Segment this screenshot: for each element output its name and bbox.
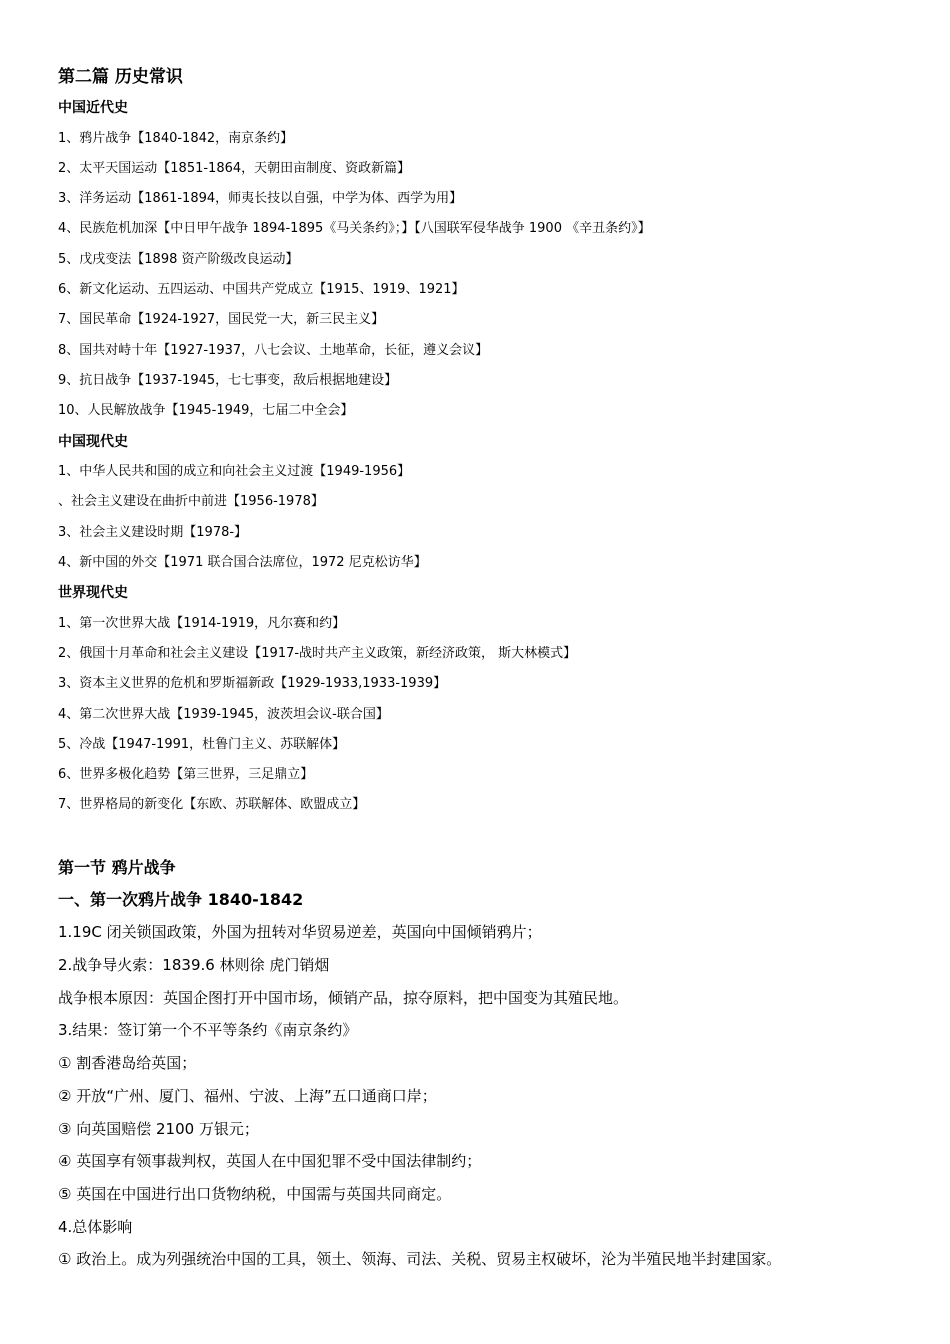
paragraph-line: ⑤ 英国在中国进行出口货物纳税，中国需与英国共同商定。: [58, 1185, 452, 1203]
list-item: 9、抗日战争【1937-1945，七七事变，敌后根据地建设】: [58, 373, 398, 388]
paragraph-line: 2.战争导火索：1839.6 林则徐 虎门销烟: [58, 956, 330, 974]
paragraph-line: 战争根本原因：英国企图打开中国市场，倾销产品，掠夺原料，把中国变为其殖民地。: [58, 989, 629, 1007]
section-title: 第一节 鸦片战争: [58, 858, 176, 877]
list-item: 4、新中国的外交【1971 联合国合法席位，1972 尼克松访华】: [58, 555, 427, 570]
list-item: 3、资本主义世界的危机和罗斯福新政【1929-1933,1933-1939】: [58, 676, 447, 691]
paragraph-line: ① 割香港岛给英国；: [58, 1054, 197, 1072]
paragraph-line: 4.总体影响: [58, 1218, 133, 1236]
list-item: 1、中华人民共和国的成立和向社会主义过渡【1949-1956】: [58, 464, 411, 479]
part-title: 第二篇 历史常识: [58, 67, 183, 87]
paragraph-line: ④ 英国享有领事裁判权，英国人在中国犯罪不受中国法律制约；: [58, 1152, 482, 1170]
list-item: 5、戊戌变法【1898 资产阶级改良运动】: [58, 252, 299, 267]
list-item: 7、国民革命【1924-1927，国民党一大，新三民主义】: [58, 312, 385, 327]
list-item: 2、太平天国运动【1851-1864，天朝田亩制度、资政新篇】: [58, 161, 411, 176]
heading-modern-china: 中国近代史: [58, 100, 128, 116]
list-item: 、社会主义建设在曲折中前进【1956-1978】: [58, 494, 324, 509]
list-item: 2、俄国十月革命和社会主义建设【1917-战时共产主义政策，新经济政策， 斯大林模式】: [58, 646, 577, 661]
list-item: 3、洋务运动【1861-1894，师夷长技以自强，中学为体、西学为用】: [58, 191, 463, 206]
list-item: 1、鸦片战争【1840-1842，南京条约】: [58, 131, 294, 146]
list-item: 4、第二次世界大战【1939-1945，波茨坦会议-联合国】: [58, 707, 389, 722]
list-item: 8、国共对峙十年【1927-1937，八七会议、土地革命，长征，遵义会议】: [58, 343, 489, 358]
paragraph-line: 3.结果：签订第一个不平等条约《南京条约》: [58, 1021, 358, 1039]
paragraph-line: ② 开放“广州、厦门、福州、宁波、上海”五口通商口岸；: [58, 1087, 437, 1105]
paragraph-line: ③ 向英国赔偿 2100 万银元；: [58, 1120, 259, 1138]
list-item: 5、冷战【1947-1991，杜鲁门主义、苏联解体】: [58, 737, 346, 752]
list-item: 3、社会主义建设时期【1978-】: [58, 525, 248, 540]
section-subtitle: 一、第一次鸦片战争 1840-1842: [58, 890, 304, 909]
list-item: 10、人民解放战争【1945-1949，七届二中全会】: [58, 403, 354, 418]
heading-world-modern: 世界现代史: [58, 585, 128, 601]
list-item: 6、世界多极化趋势【第三世界，三足鼎立】: [58, 767, 314, 782]
list-item: 1、第一次世界大战【1914-1919，凡尔赛和约】: [58, 616, 346, 631]
list-item: 4、民族危机加深【中日甲午战争 1894-1895《马关条约》；】【八国联军侵华战争 1900 《辛丑条约》】: [58, 221, 651, 236]
paragraph-line: ① 政治上。成为列强统治中国的工具，领土、领海、司法、关税、贸易主权破坏，沦为半殖民地半封建国家。: [58, 1250, 782, 1268]
heading-contemporary-china: 中国现代史: [58, 434, 128, 450]
list-item: 7、世界格局的新变化【东欧、苏联解体、欧盟成立】: [58, 797, 366, 812]
list-item: 6、新文化运动、五四运动、中国共产党成立【1915、1919、1921】: [58, 282, 465, 297]
paragraph-line: 1.19C 闭关锁国政策，外国为扭转对华贸易逆差，英国向中国倾销鸦片；: [58, 923, 542, 941]
